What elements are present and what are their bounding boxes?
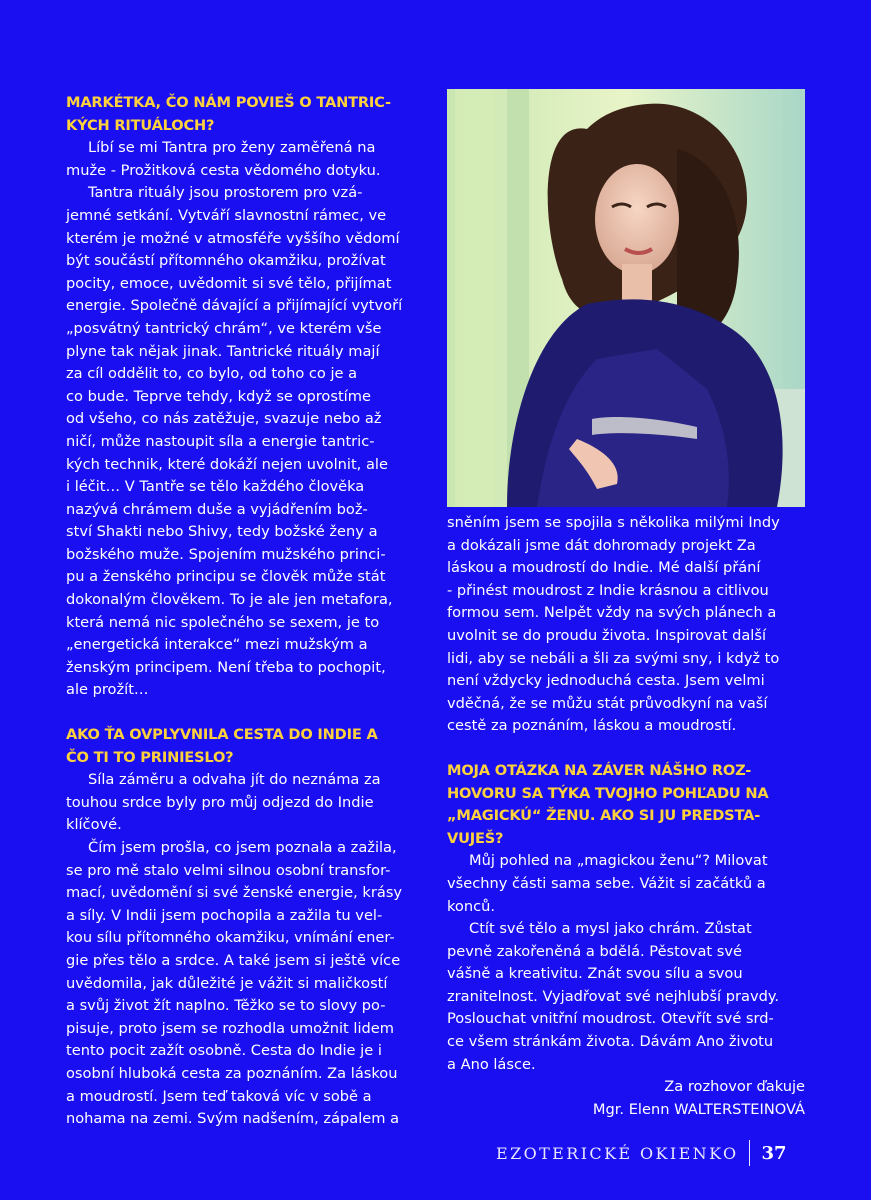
section-title: EZOTERICKÉ OKIENKO bbox=[496, 1143, 739, 1163]
text-line: ničí, může nastoupit síla a energie tantric- bbox=[66, 432, 375, 450]
text-line: za cíl oddělit to, co bylo, od toho co je a bbox=[66, 365, 358, 383]
text-line: muže - Prožitková cesta vědomého dotyku. bbox=[66, 161, 381, 179]
heading-line: MOJA OTÁZKA NA ZÁVER NÁŠHO ROZ- bbox=[447, 761, 752, 779]
heading-line: AKO ŤA OVPLYVNILA CESTA DO INDIE A bbox=[66, 726, 378, 744]
signoff-author: Mgr. Elenn WALTERSTEINOVÁ bbox=[592, 1100, 805, 1118]
text-line: tento pocit zažít osobně. Cesta do Indie je i bbox=[66, 1042, 382, 1060]
text-line: uvědomila, jak důležité je vážit si maličkostí bbox=[66, 974, 388, 992]
text-line: nazývá chrámem duše a vyjádřením bož- bbox=[66, 500, 368, 518]
q3-heading bbox=[447, 760, 805, 850]
heading-line: KÝCH RITUÁLOCH? bbox=[66, 116, 215, 134]
text-line: ale prožít… bbox=[66, 681, 149, 699]
text-line: Síla záměru a odvaha jít do neznáma za bbox=[88, 771, 381, 789]
heading-line: VUJEŠ? bbox=[447, 829, 504, 847]
text-line: gie přes tělo a srdce. A také jsem si ještě více bbox=[66, 951, 401, 969]
text-line: která nemá nic společného se sexem, je to bbox=[66, 613, 380, 631]
text-line: jemné setkání. Vytváří slavnostní rámec, ve bbox=[66, 206, 387, 224]
page-number: 37 bbox=[761, 1142, 787, 1164]
right-column bbox=[447, 512, 805, 1121]
q1-paragraph-1 bbox=[66, 137, 426, 182]
text-line: Čím jsem prošla, co jsem poznala a zažila, bbox=[88, 839, 397, 856]
text-line: klíčové. bbox=[66, 816, 122, 834]
text-line: od všeho, co nás zatěžuje, svazuje nebo až bbox=[66, 410, 382, 428]
text-line: Poslouchat vnitřní moudrost. Otevřít své srd- bbox=[447, 1010, 774, 1028]
text-line: zranitelnost. Vyjadřovat své nejhlubší pravdy. bbox=[447, 987, 780, 1005]
text-line: vášně a kreativitu. Znát svou sílu a svou bbox=[447, 965, 743, 983]
text-line: mací, uvědomění si své ženské energie, krásy bbox=[66, 884, 403, 902]
heading-line: „MAGICKÚ“ ŽENU. AKO SI JU PREDSTA- bbox=[447, 807, 761, 825]
text-line: plyne tak nějak jinak. Tantrické rituály mají bbox=[66, 342, 380, 360]
text-line: kterém je možné v atmosféře vyššího vědomí bbox=[66, 229, 400, 247]
q1-heading bbox=[66, 92, 426, 137]
text-line: a síly. V Indii jsem pochopila a zažila tu vel- bbox=[66, 906, 383, 924]
heading-line: HOVORU SA TÝKA TVOJHO POHĽADU NA bbox=[447, 784, 769, 802]
q2-paragraph-2 bbox=[66, 837, 426, 1131]
q2-heading bbox=[66, 724, 426, 769]
text-line: ství Shakti nebo Shivy, tedy božské ženy a bbox=[66, 523, 378, 541]
text-line: pevně zakořeněná a bdělá. Pěstovat své bbox=[447, 942, 742, 960]
text-line: a Ano lásce. bbox=[447, 1055, 536, 1073]
text-line: kou sílu přítomného okamžiku, vnímání ener- bbox=[66, 929, 395, 947]
text-line: konců. bbox=[447, 897, 496, 915]
text-line: Líbí se mi Tantra pro ženy zaměřená na bbox=[88, 139, 376, 157]
continuation-paragraph bbox=[447, 512, 805, 738]
text-line: Můj pohled na „magickou ženu“? Milovat bbox=[469, 852, 768, 870]
text-line: ženským principem. Není třeba to pochopit, bbox=[66, 658, 386, 676]
text-line: a moudrostí. Jsem teď taková víc v sobě a bbox=[66, 1087, 372, 1105]
text-line: cestě za poznáním, láskou a moudrostí. bbox=[447, 717, 737, 735]
text-line: uvolnit se do proudu života. Inspirovat další bbox=[447, 626, 767, 644]
text-line: osobní hluboká cesta za poznáním. Za láskou bbox=[66, 1064, 398, 1082]
text-line: lidi, aby se nebáli a šli za svými sny, i když to bbox=[447, 649, 780, 667]
text-line: sněním jsem se spojila s několika milými Indy bbox=[447, 514, 780, 531]
heading-line: MARKÉTKA, ČO NÁM POVIEŠ O TANTRIC- bbox=[66, 94, 391, 111]
q3-paragraph-1 bbox=[447, 850, 805, 918]
text-line: pisuje, proto jsem se rozhodla umožnit lidem bbox=[66, 1019, 394, 1037]
signoff bbox=[447, 1076, 805, 1121]
text-line: božského muže. Spojením mužského princi- bbox=[66, 545, 386, 563]
text-line: „posvátný tantrický chrám“, ve kterém vše bbox=[66, 319, 382, 337]
text-line: formou sem. Nelpět vždy na svých plánech a bbox=[447, 604, 777, 622]
footer-divider bbox=[749, 1140, 750, 1166]
text-line: a svůj život žít naplno. Těžko se to slovy po- bbox=[66, 997, 386, 1015]
q1-paragraph-2 bbox=[66, 182, 426, 702]
text-line: touhou srdce byly pro můj odjezd do Indie bbox=[66, 793, 374, 811]
text-line: se pro mě stalo velmi silnou osobní transfor- bbox=[66, 861, 391, 879]
text-line: láskou a moudrostí do Indie. Mé další přání bbox=[447, 559, 761, 577]
text-line: všechny části sama sebe. Vážit si začátků a bbox=[447, 874, 766, 892]
text-line: Tantra rituály jsou prostorem pro vzá- bbox=[88, 184, 363, 202]
text-line: ce všem stránkám života. Dávám Ano životu bbox=[447, 1033, 774, 1051]
text-line: nohama na zemi. Svým nadšením, zápalem a bbox=[66, 1110, 400, 1128]
text-line: vděčná, že se můžu stát průvodkyní na vaší bbox=[447, 694, 768, 712]
text-line: a dokázali jsme dát dohromady projekt Za bbox=[447, 536, 756, 554]
page-footer bbox=[496, 1138, 787, 1168]
portrait-photo bbox=[447, 89, 805, 507]
text-line: pocity, emoce, uvědomit si své tělo, přijímat bbox=[66, 274, 392, 292]
text-line: - přinést moudrost z Indie krásnou a citlivou bbox=[447, 581, 769, 599]
text-line: být součástí přítomného okamžiku, prožívat bbox=[66, 252, 386, 270]
q2-paragraph-1 bbox=[66, 769, 426, 837]
heading-line: ČO TI TO PRINIESLO? bbox=[66, 748, 234, 766]
text-line: i léčit… V Tantře se tělo každého člověka bbox=[66, 478, 365, 496]
text-line: pu a ženského principu se člověk může stát bbox=[66, 568, 386, 586]
text-line: kých technik, které dokáží nejen uvolnit, ale bbox=[66, 455, 388, 473]
q3-paragraph-2 bbox=[447, 918, 805, 1076]
text-line: dokonalým člověkem. To je ale jen metafora, bbox=[66, 591, 393, 609]
text-line: energie. Společně dávající a přijímající vytvoří bbox=[66, 297, 403, 315]
text-line: „energetická interakce“ mezi mužským a bbox=[66, 636, 368, 654]
signoff-thanks: Za rozhovor ďakuje bbox=[664, 1078, 805, 1096]
text-line: není vždycky jednoduchá cesta. Jsem velmi bbox=[447, 672, 765, 690]
text-line: Ctít své tělo a mysl jako chrám. Zůstat bbox=[469, 920, 752, 938]
text-line: co bude. Teprve tehdy, když se oprostíme bbox=[66, 387, 371, 405]
left-column bbox=[66, 92, 426, 1131]
